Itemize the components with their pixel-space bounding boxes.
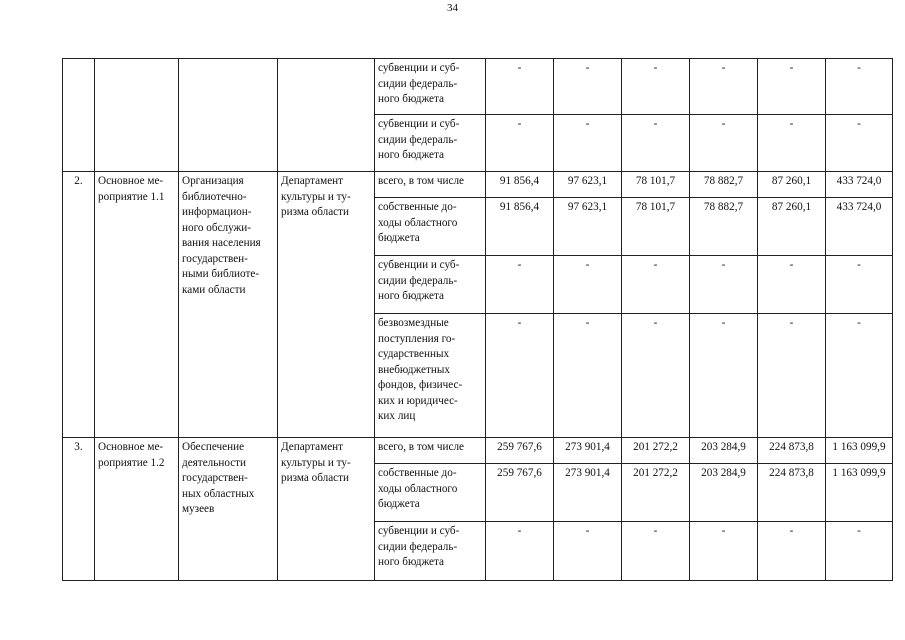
value-cell: - <box>758 59 826 115</box>
value-cell: 78 882,7 <box>690 198 758 256</box>
value-cell: - <box>554 256 622 314</box>
measure-cell: Основное ме- роприятие 1.2 <box>95 438 179 581</box>
value-cell: 97 623,1 <box>554 172 622 198</box>
value-cell: - <box>622 522 690 581</box>
value-cell: - <box>690 256 758 314</box>
value-cell: - <box>622 115 690 172</box>
measure-cell: Основное ме- роприятие 1.1 <box>95 172 179 438</box>
value-cell: - <box>690 314 758 438</box>
value-cell: 1 163 099,9 <box>826 464 893 522</box>
value-cell: - <box>826 115 893 172</box>
table-row <box>63 172 893 198</box>
value-cell: - <box>486 256 554 314</box>
value-cell: - <box>486 115 554 172</box>
page-number: 34 <box>447 2 458 14</box>
executor-cell: Департамент культуры и ту- ризма области <box>278 438 375 581</box>
funding-source-cell: всего, в том числе <box>375 438 486 464</box>
value-cell: - <box>690 59 758 115</box>
value-cell: - <box>758 256 826 314</box>
value-cell: 78 101,7 <box>622 172 690 198</box>
value-cell: - <box>690 115 758 172</box>
value-cell: - <box>486 314 554 438</box>
measure-cell <box>95 59 179 172</box>
value-cell: - <box>486 522 554 581</box>
funding-source-cell: безвозмездные поступления го- сударственных внебюджетных фондов, физичес- ких и юридичес- ких лиц <box>375 314 486 438</box>
row-number: 3. <box>63 438 95 581</box>
value-cell: 1 163 099,9 <box>826 438 893 464</box>
value-cell: 224 873,8 <box>758 438 826 464</box>
value-cell: 259 767,6 <box>486 438 554 464</box>
value-cell: 87 260,1 <box>758 172 826 198</box>
value-cell: - <box>826 314 893 438</box>
value-cell: 433 724,0 <box>826 198 893 256</box>
executor-cell <box>278 59 375 172</box>
value-cell: - <box>758 522 826 581</box>
value-cell: - <box>554 115 622 172</box>
funding-source-cell: субвенции и суб- сидии федераль- ного бюджета <box>375 522 486 581</box>
value-cell: 203 284,9 <box>690 438 758 464</box>
value-cell: - <box>826 59 893 115</box>
value-cell: 259 767,6 <box>486 464 554 522</box>
value-cell: 273 901,4 <box>554 438 622 464</box>
name-cell: Организация библиотечно- информацион- ного обслужи- вания населения государствен- ными библиоте- ками области <box>179 172 278 438</box>
funding-source-cell: всего, в том числе <box>375 172 486 198</box>
value-cell: - <box>622 314 690 438</box>
funding-source-cell: субвенции и суб- сидии федераль- ного бюджета <box>375 256 486 314</box>
value-cell: 273 901,4 <box>554 464 622 522</box>
value-cell: 201 272,2 <box>622 464 690 522</box>
table-row <box>63 438 893 464</box>
value-cell: - <box>622 59 690 115</box>
value-cell: - <box>690 522 758 581</box>
value-cell: - <box>554 314 622 438</box>
value-cell: - <box>554 59 622 115</box>
value-cell: 97 623,1 <box>554 198 622 256</box>
funding-source-cell: собственные до- ходы областного бюджета <box>375 464 486 522</box>
value-cell: - <box>826 256 893 314</box>
name-cell <box>179 59 278 172</box>
value-cell: - <box>758 115 826 172</box>
value-cell: 91 856,4 <box>486 172 554 198</box>
value-cell: - <box>554 522 622 581</box>
number-cell <box>63 59 95 172</box>
value-cell: 203 284,9 <box>690 464 758 522</box>
value-cell: 78 101,7 <box>622 198 690 256</box>
budget-table <box>62 58 893 581</box>
value-cell: 91 856,4 <box>486 198 554 256</box>
value-cell: 224 873,8 <box>758 464 826 522</box>
funding-source-cell: собственные до- ходы областного бюджета <box>375 198 486 256</box>
value-cell: - <box>758 314 826 438</box>
funding-source-cell: субвенции и суб- сидии федераль- ного бюджета <box>375 59 486 115</box>
value-cell: 201 272,2 <box>622 438 690 464</box>
value-cell: - <box>622 256 690 314</box>
table-row <box>63 59 893 115</box>
value-cell: - <box>486 59 554 115</box>
funding-source-cell: субвенции и суб- сидии федераль- ного бюджета <box>375 115 486 172</box>
name-cell: Обеспечение деятельности государствен- ных областных музеев <box>179 438 278 581</box>
value-cell: 78 882,7 <box>690 172 758 198</box>
executor-cell: Департамент культуры и ту- ризма области <box>278 172 375 438</box>
row-number: 2. <box>63 172 95 438</box>
value-cell: - <box>826 522 893 581</box>
value-cell: 87 260,1 <box>758 198 826 256</box>
value-cell: 433 724,0 <box>826 172 893 198</box>
